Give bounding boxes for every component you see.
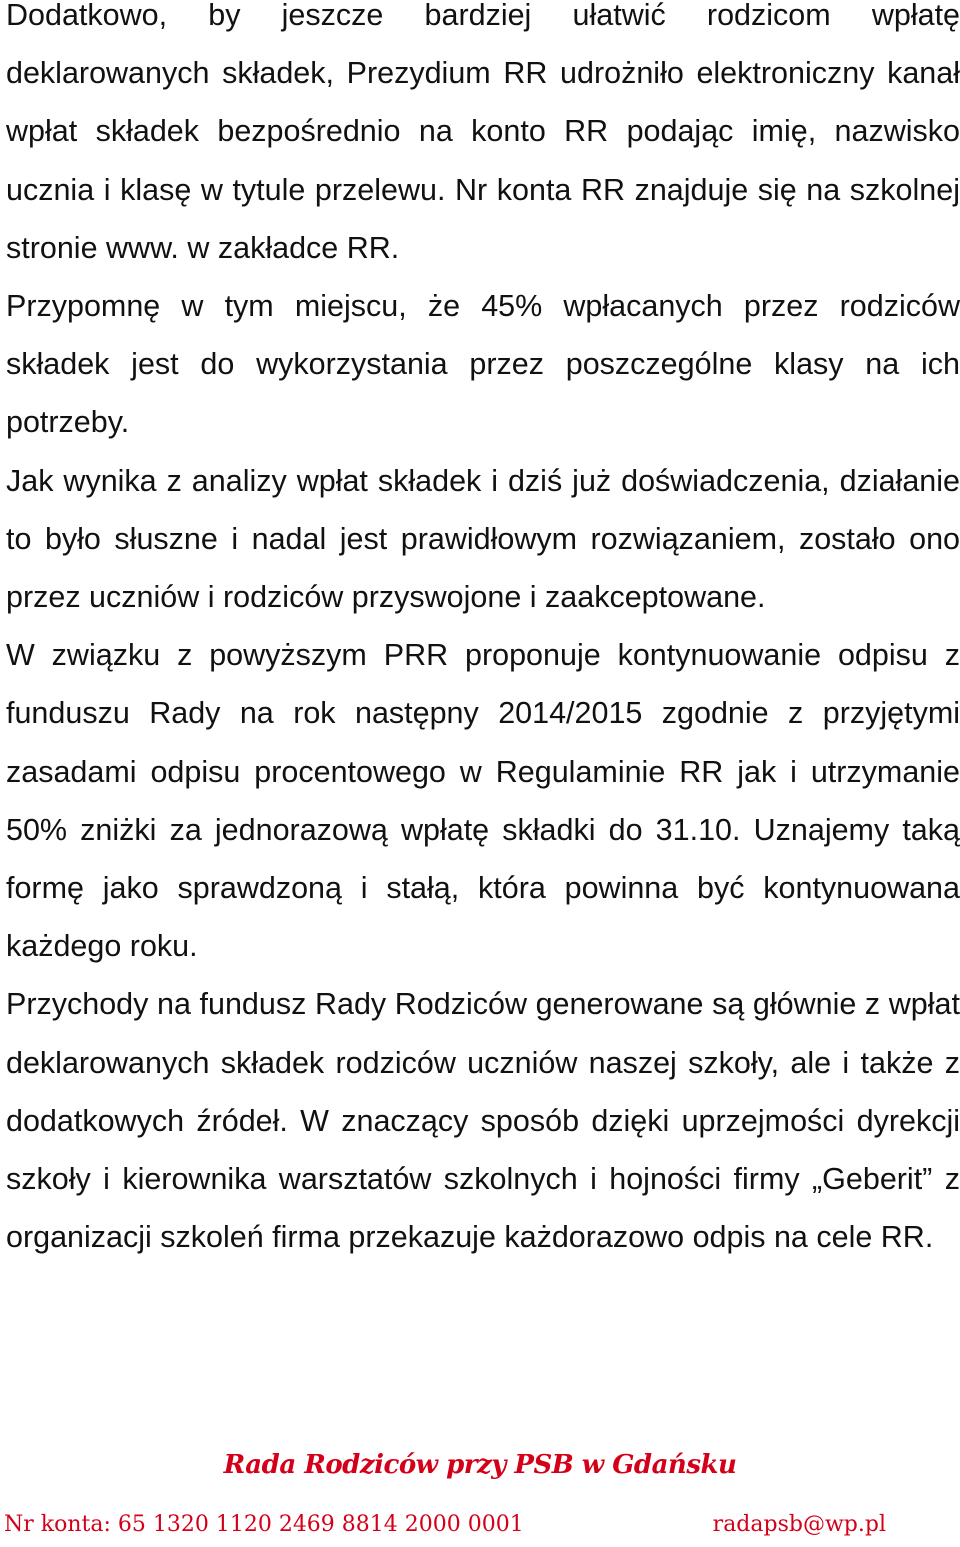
paragraph-income: Przychody na fundusz Rady Rodziców generowane są głównie z wpłat deklarowanych składek rodziców uczniów naszej szkoły, ale i także z dodatkowych źródeł. W znaczący sposób dzięki uprzejmości dyrekcji szkoły i kierownika warsztatów szkolnych i hojności firmy „Geberit” z organizacji szkoleń firma przekazuje każdorazowo odpis na cele RR. [6,987,960,1255]
footer-email: radapsb@wp.pl [712,1512,886,1537]
footer-contact [4,1512,886,1537]
document-body [6,0,960,1266]
footer-bank-account: Nr konta: 65 1320 1120 2469 8814 2000 0001 [4,1512,524,1537]
paragraph-proposal: W związku z powyższym PRR proponuje kontynuowanie odpisu z funduszu Rady na rok następny 2014/2015 zgodnie z przyjętymi zasadami odpisu procentowego w Regulaminie RR jak i utrzymanie 50% zniżki za jednorazową wpłatę składki do 31.10. Uznajemy taką formę jako sprawdzoną i stałą, która powinna być kontynuowana każdego roku. [6,638,960,964]
paragraph-class-share: Przypomnę w tym miejscu, że 45% wpłacanych przez rodziców składek jest do wykorzystania przez poszczególne klasy na ich potrzeby. [6,289,960,440]
paragraph-analysis: Jak wynika z analizy wpłat składek i dziś już doświadczenia, działanie to było słuszne i nadal jest prawidłowym rozwiązaniem, zostało ono przez uczniów i rodziców przyswojone i zaakceptowane. [6,463,960,615]
paragraph-electronic-payments: Dodatkowo, by jeszcze bardziej ułatwić rodzicom wpłatę deklarowanych składek, Prezydium RR udrożniło elektroniczny kanał wpłat składek bezpośrednio na konto RR podając imię, nazwisko ucznia i klasę w tytule przelewu. Nr konta RR znajduje się na szkolnej stronie www. w zakładce RR. [6,0,960,265]
footer-title: Rada Rodziców przy PSB w Gdańsku [223,1450,737,1480]
